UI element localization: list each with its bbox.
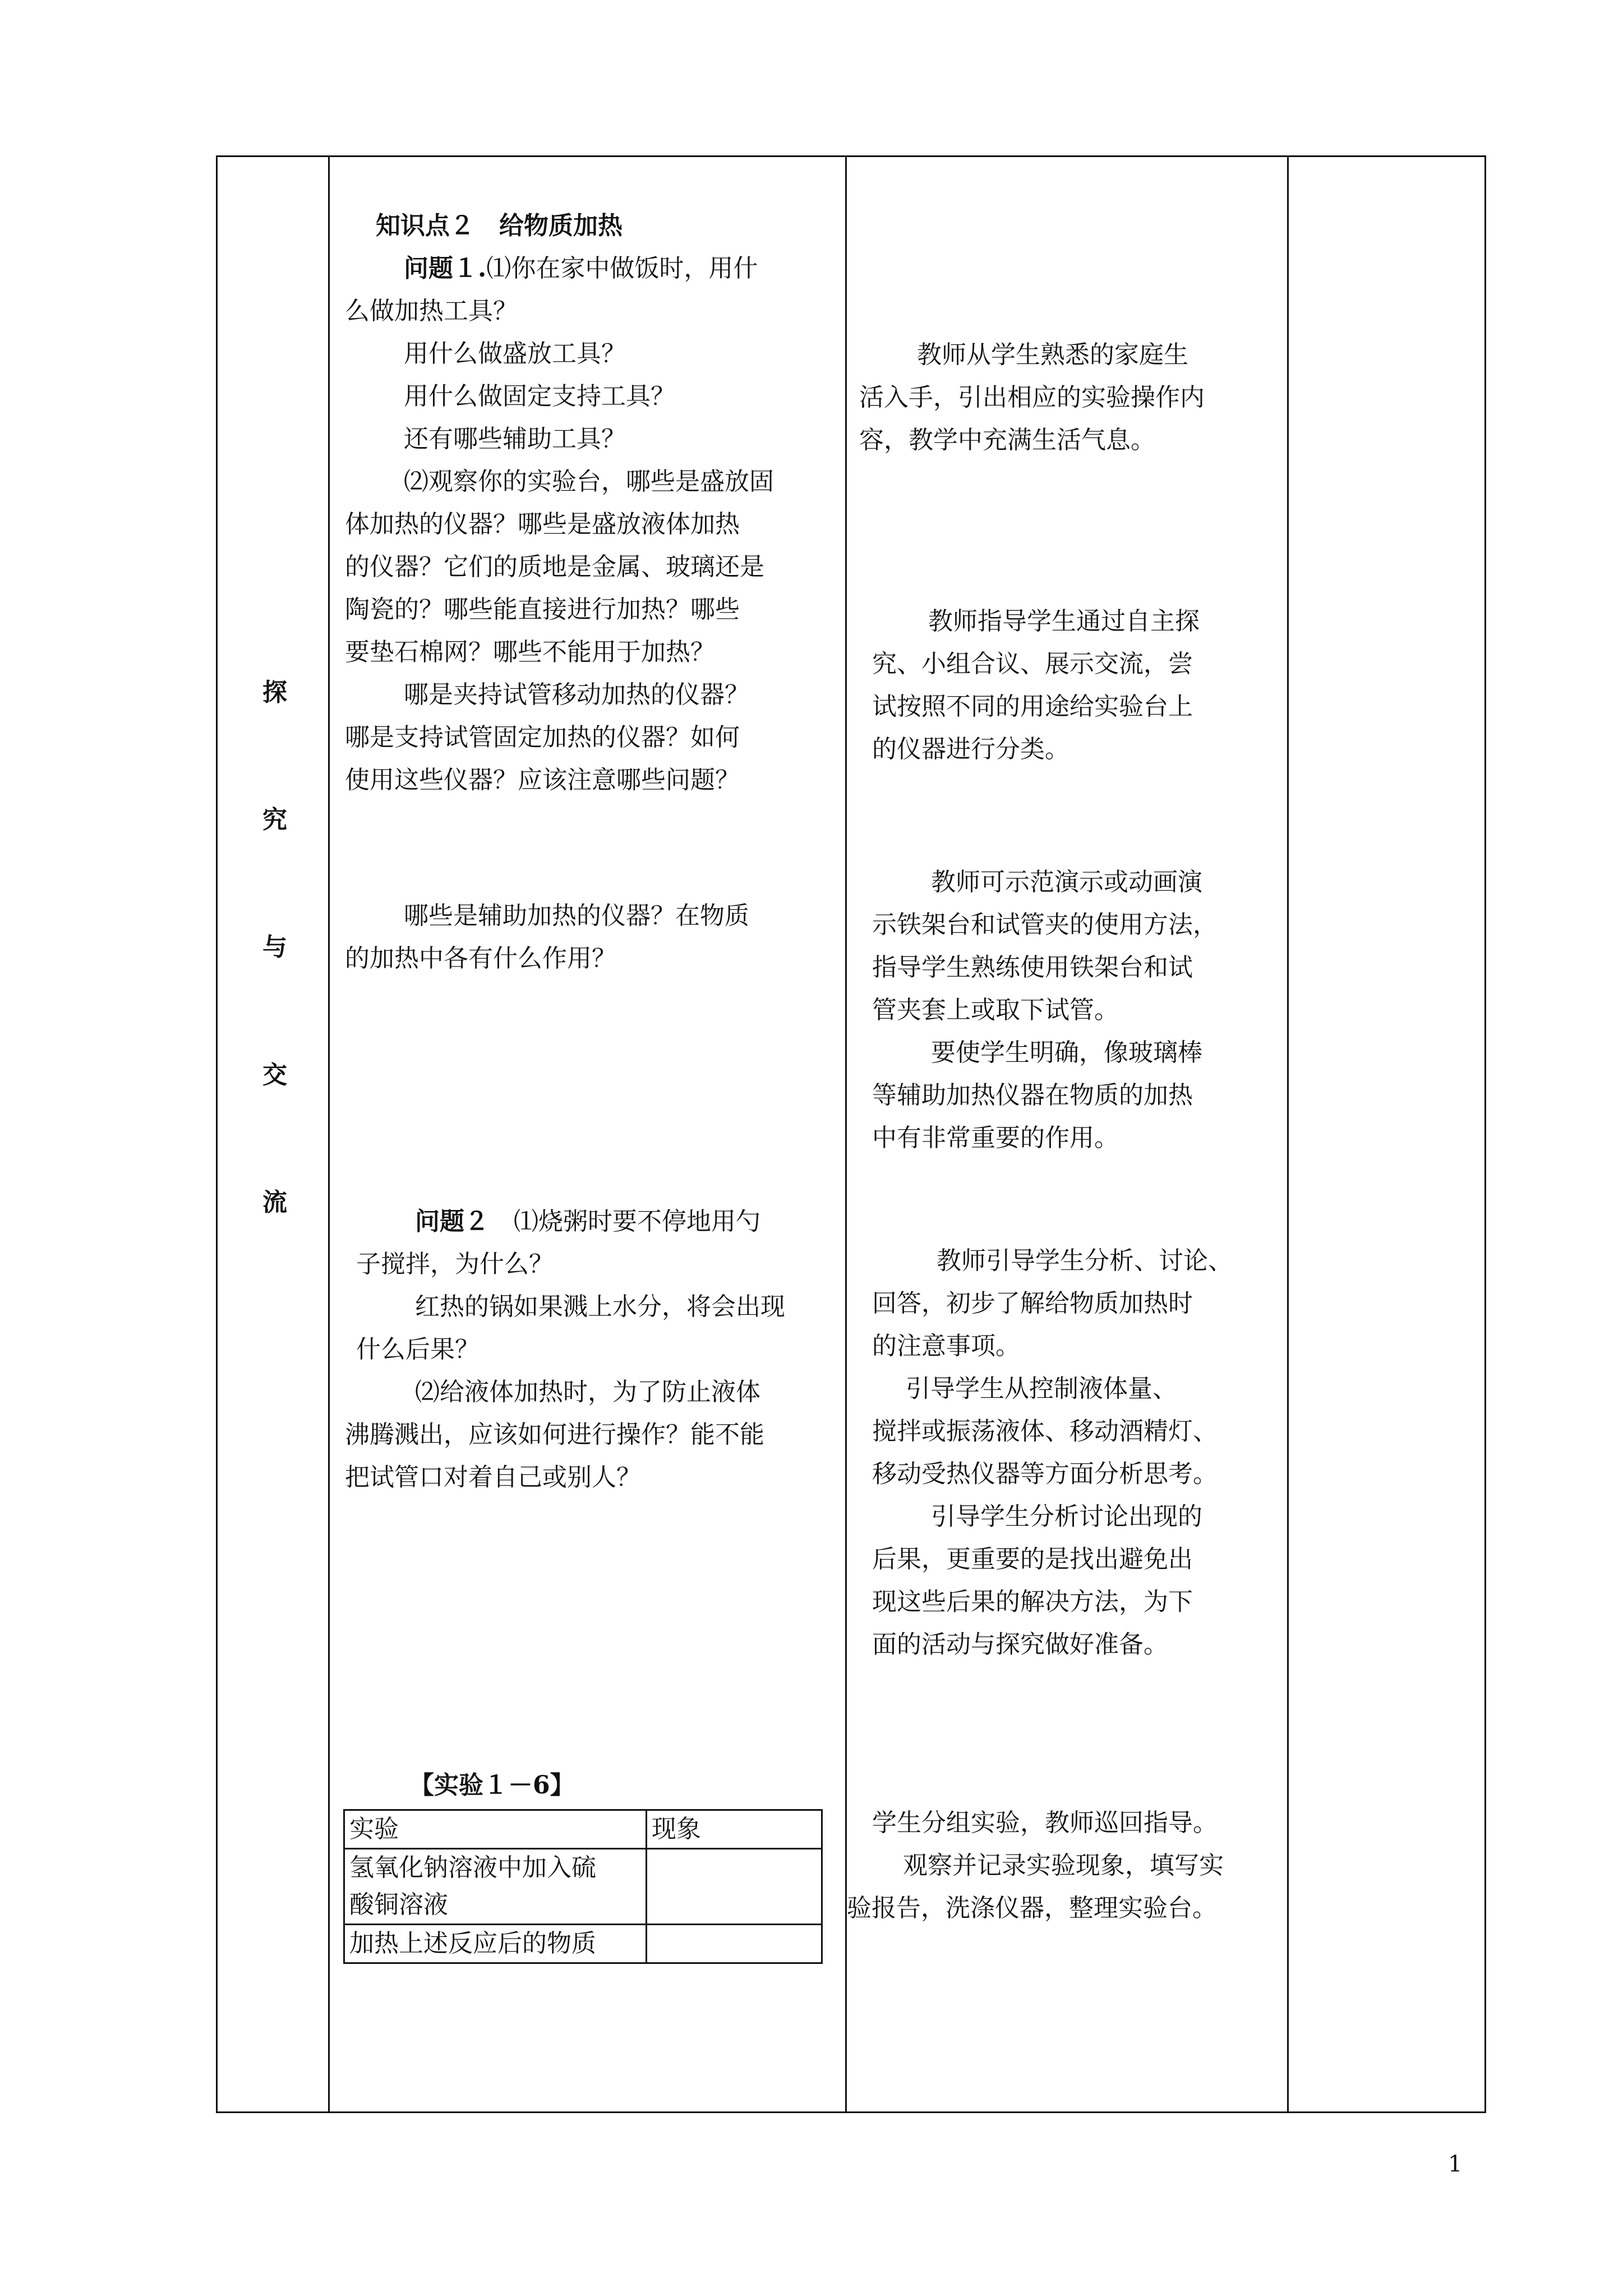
text-line: 体加热的仪器？哪些是盛放液体加热 <box>345 510 740 539</box>
note-line: 学生分组实验，教师巡回指导。 <box>872 1809 1218 1837</box>
question-2-text: ⑴烧粥时要不停地用勺 <box>514 1207 760 1236</box>
stage-label-char: 流 <box>262 1188 287 1217</box>
column-divider <box>1287 155 1289 2113</box>
experiment-title: 【实验１－6】 <box>409 1771 575 1800</box>
text-line: 哪是支持试管固定加热的仪器？如何 <box>345 723 740 752</box>
table-header-cell: 现象 <box>647 1810 822 1849</box>
note-line: 指导学生熟练使用铁架台和试 <box>872 953 1193 982</box>
text-line: 还有哪些辅助工具？ <box>404 425 626 453</box>
table-cell: 加热上述反应后的物质 <box>344 1925 647 1963</box>
experiment-table <box>343 1809 823 1964</box>
question-2-intro <box>415 1200 760 1243</box>
text-line: 子搅拌，为什么？ <box>356 1250 554 1278</box>
text-line: 红热的锅如果溅上水分，将会出现 <box>415 1292 785 1321</box>
note-line: 后果，更重要的是找出避免出 <box>872 1545 1193 1573</box>
note-line: 搅拌或振荡液体、移动酒精灯、 <box>872 1417 1218 1446</box>
table-row <box>344 1849 822 1925</box>
column-divider <box>328 155 330 2113</box>
stage-label-char: 探 <box>262 678 287 707</box>
note-line: 究、小组合议、展示交流，尝 <box>872 650 1193 678</box>
text-line: 用什么做盛放工具？ <box>404 339 626 368</box>
table-cell-line: 氢氧化钠溶液中加入硫 <box>349 1853 596 1882</box>
note-line: 面的活动与探究做好准备。 <box>872 1630 1168 1659</box>
note-line: 教师指导学生通过自主探 <box>928 607 1200 636</box>
section-heading: 知识点２ 给物质加热 <box>376 211 623 240</box>
text-line: 什么后果？ <box>356 1335 479 1364</box>
table-cell-line: 酸铜溶液 <box>349 1890 448 1919</box>
text-line: 哪是夹持试管移动加热的仪器？ <box>404 680 749 709</box>
text-line: 陶瓷的？哪些能直接进行加热？哪些 <box>345 595 740 624</box>
note-line: 现这些后果的解决方法，为下 <box>872 1588 1193 1616</box>
note-line: 的仪器进行分类。 <box>872 735 1069 763</box>
note-line: 的注意事项。 <box>872 1332 1020 1360</box>
note-line: 等辅助加热仪器在物质的加热 <box>872 1081 1193 1110</box>
table-cell <box>647 1849 822 1925</box>
note-line: 教师从学生熟悉的家庭生 <box>917 341 1188 369</box>
note-line: 回答，初步了解给物质加热时 <box>872 1289 1193 1318</box>
note-line: 容，教学中充满生活气息。 <box>859 426 1155 454</box>
text-line: 哪些是辅助加热的仪器？在物质 <box>404 901 749 930</box>
note-line: 管夹套上或取下试管。 <box>872 996 1119 1024</box>
note-line: 中有非常重要的作用。 <box>872 1124 1119 1152</box>
column-divider <box>845 155 847 2113</box>
stage-label-char: 交 <box>262 1061 287 1089</box>
table-row <box>344 1925 822 1963</box>
question-2-label: 问题２ <box>415 1207 489 1236</box>
note-line: 要使学生明确，像玻璃棒 <box>931 1038 1202 1067</box>
page-number: 1 <box>1448 2151 1463 2177</box>
note-line: 移动受热仪器等方面分析思考。 <box>872 1460 1218 1488</box>
table-row <box>344 1810 822 1849</box>
question-1-label: 问题１. <box>404 254 487 283</box>
text-line: 沸腾溅出，应该如何进行操作？能不能 <box>345 1420 764 1449</box>
note-line: 引导学生从控制液体量、 <box>906 1374 1177 1403</box>
text-line: 使用这些仪器？应该注意哪些问题？ <box>345 766 740 794</box>
stage-label-char: 究 <box>262 806 287 834</box>
question-1-text: ⑴你在家中做饭时，用什 <box>486 254 758 283</box>
text-line: ⑵给液体加热时，为了防止液体 <box>415 1378 760 1406</box>
table-header-cell: 实验 <box>344 1810 647 1849</box>
note-line: 验报告，洗涤仪器，整理实验台。 <box>847 1894 1217 1922</box>
note-line: 试按照不同的用途给实验台上 <box>872 692 1193 721</box>
question-1-intro <box>404 247 758 290</box>
note-line: 教师引导学生分析、讨论、 <box>937 1246 1233 1275</box>
text-line: ⑵观察你的实验台，哪些是盛放固 <box>404 467 774 496</box>
note-line: 活入手，引出相应的实验操作内 <box>859 383 1205 412</box>
note-line: 教师可示范演示或动画演 <box>931 868 1202 896</box>
text-line: 把试管口对着自己或别人？ <box>345 1463 641 1492</box>
table-cell <box>647 1925 822 1963</box>
text-line: 的仪器？它们的质地是金属、玻璃还是 <box>345 553 764 581</box>
note-line: 示铁架台和试管夹的使用方法， <box>872 910 1218 939</box>
text-line: 要垫石棉网？哪些不能用于加热？ <box>345 638 715 666</box>
text-line: 的加热中各有什么作用？ <box>345 944 616 973</box>
text-line: 么做加热工具？ <box>345 297 518 325</box>
note-line: 观察并记录实验现象，填写实 <box>903 1851 1224 1880</box>
stage-label-char: 与 <box>262 933 287 961</box>
table-cell <box>344 1849 647 1925</box>
text-line: 用什么做固定支持工具？ <box>404 382 675 411</box>
note-line: 引导学生分析讨论出现的 <box>931 1502 1202 1531</box>
